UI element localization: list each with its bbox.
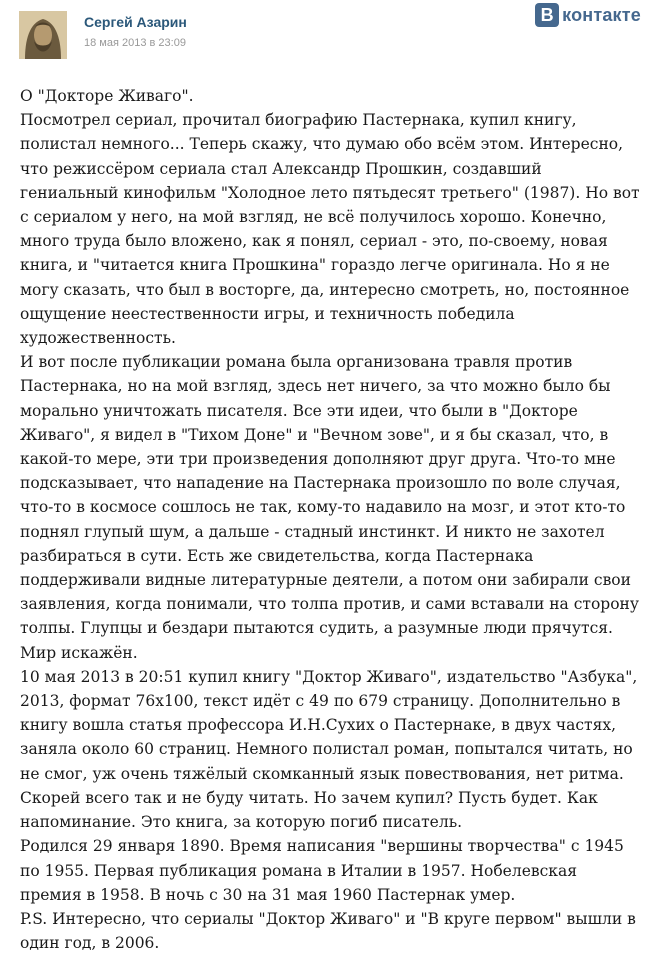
avatar[interactable]: [19, 11, 67, 59]
post-header: [0, 0, 648, 74]
post-paragraph: Родился 29 января 1890. Время написания "вершины творчества" с 1945 по 1955. Первая публикация романа в Италии в 1957. Нобелевская премия в 1958. В ночь с 30 на 31 мая 1960 Пастернак умер.: [20, 837, 624, 904]
post-paragraph: О "Докторе Живаго".: [20, 87, 194, 105]
avatar-portrait-icon: [19, 11, 67, 59]
post-paragraph: Посмотрел сериал, прочитал биографию Пастернака, купил книгу, полистал немного... Теперь скажу, что думаю обо всём этом. Интересно, что режиссёром сериала стал Александр Прошкин, создавший гениальный кинофильм "Холодное лето пятьдесят третьего" (1987). Но вот с сериалом у него, на мой взгляд, не всё получилось хорошо. Конечно, много труда было вложено, как я понял, сериал - это, по-своему, новая книга, и "читается книга Прошкина" гораздо легче оригинала. Но я не могу сказать, что был в восторге, да, интересно смотреть, но, постоянное ощущение неестественности игры, и техничность победила художественность.: [20, 111, 640, 348]
author-name-link[interactable]: Сергей Азарин: [84, 14, 187, 30]
post-paragraph: И вот после публикации романа была организована травля против Пастернака, но на мой взгляд, здесь нет ничего, за что можно было бы морально уничтожать писателя. Все эти идеи, что были в "Докторе Живаго", я видел в "Тихом Доне" и "Вечном зове", и я бы сказал, что, в какой-то мере, эти три произведения дополняют друг друга. Что-то мне подсказывает, что нападение на Пастернака произошло по воле случая, что-то в космосе сошлось не так, кому-то надавило на мозг, и этот кто-то поднял глупый шум, а дальше - стадный инстинкт. И никто не захотел разбираться в сути. Есть же свидетельства, когда Пастернака поддерживали видные литературные деятели, а потом они забирали свои заявления, когда понимали, что толпа против, и сами вставали на сторону толпы. Глупцы и бездари пытаются судить, а разумные люди прячутся. Мир искажён.: [20, 353, 640, 662]
post-date[interactable]: 18 мая 2013 в 23:09: [84, 37, 186, 49]
vk-logo-icon: B: [535, 3, 559, 27]
vk-logo[interactable]: [535, 3, 641, 27]
post-text: [20, 84, 642, 955]
vk-logo-text: контакте: [562, 4, 641, 25]
post-paragraph: P.S. Интересно, что сериалы "Доктор Живаго" и "В круге первом" вышли в один год, в 2006.: [20, 909, 636, 953]
post-paragraph: 10 мая 2013 в 20:51 купил книгу "Доктор Живаго", издательство "Азбука", 2013, формат 76х100, текст идёт с 49 по 679 страницу. Дополнительно в книгу вошла статья профессора И.Н.Сухих о Пастернаке, в двух частях, заняла около 60 страниц. Немного полистал роман, попытался читать, но не смог, уж очень тяжёлый скомканный язык повествования, нет ритма. Скорей всего так и не буду читать. Но зачем купил? Пусть будет. Как напоминание. Это книга, за которую погиб писатель.: [20, 667, 638, 832]
